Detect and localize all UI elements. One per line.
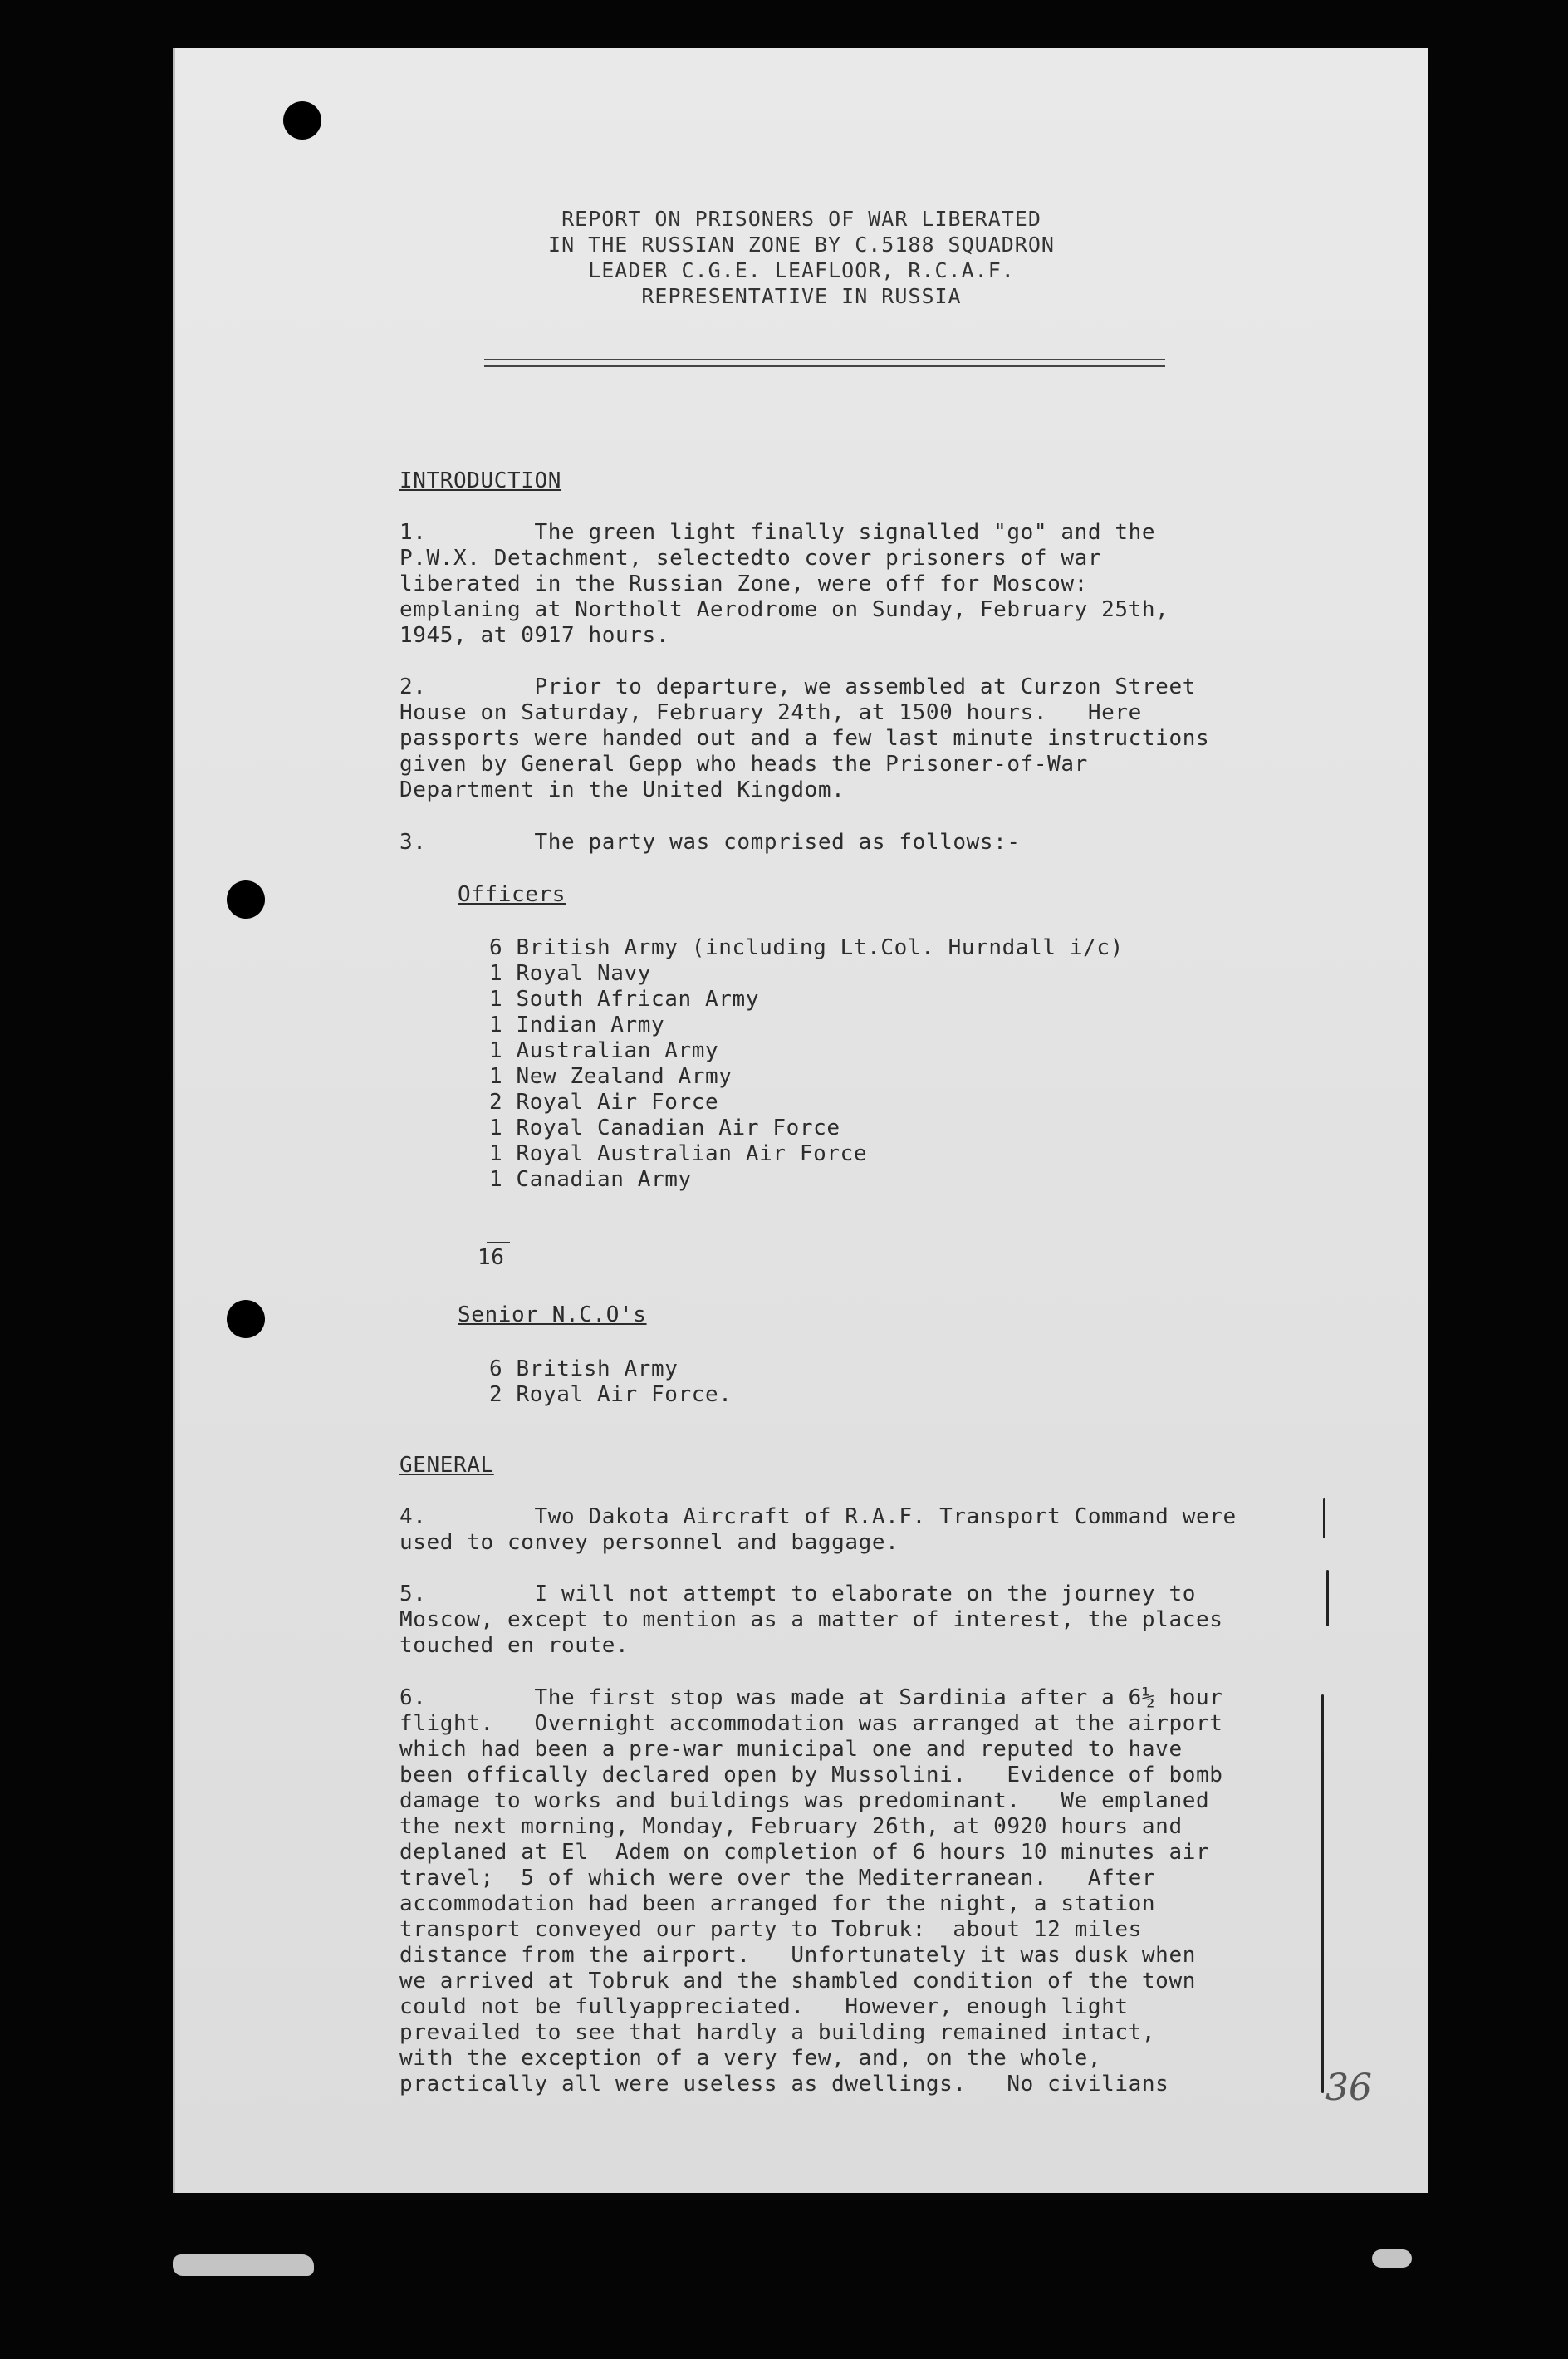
paper-scrap (1372, 2249, 1412, 2268)
officers-list-item: 2 Royal Air Force (489, 1090, 719, 1115)
para-6-line: which had been a pre-war municipal one and reputed to have (399, 1737, 1183, 1762)
para-2-line: 2. Prior to departure, we assembled at Curzon Street (399, 674, 1196, 699)
report-title-line-3: LEADER C.G.E. LEAFLOOR, R.C.A.F. (588, 258, 1015, 282)
nco-list-item: 2 Royal Air Force. (489, 1382, 733, 1407)
para-6-line: 6. The first stop was made at Sardinia after a 6½ hour (399, 1685, 1223, 1710)
title-rule-1 (484, 359, 1165, 360)
officers-heading: Officers (458, 882, 566, 907)
para-4-line: 4. Two Dakota Aircraft of R.A.F. Transport Command were (399, 1504, 1237, 1529)
para-2-line: given by General Gepp who heads the Prisoner-of-War (399, 752, 1088, 777)
para-5-line: Moscow, except to mention as a matter of interest, the places (399, 1607, 1223, 1632)
punch-hole-middle (227, 880, 265, 919)
para-1-line: P.W.X. Detachment, selectedto cover prisoners of war (399, 546, 1102, 571)
introduction-heading: INTRODUCTION (399, 468, 562, 493)
para-2-line: House on Saturday, February 24th, at 1500 hours. Here (399, 700, 1142, 725)
para-2-line: passports were handed out and a few last minute instructions (399, 726, 1210, 751)
officers-list-item: 1 New Zealand Army (489, 1064, 733, 1089)
title-rule-2 (484, 365, 1165, 367)
officers-list-item: 1 Indian Army (489, 1013, 665, 1037)
punch-hole-bottom (227, 1300, 265, 1338)
para-2-line: Department in the United Kingdom. (399, 777, 845, 802)
general-heading: GENERAL (399, 1453, 494, 1478)
para-6-line: practically all were useless as dwellings. No civilians (399, 2072, 1169, 2097)
para-6-line: distance from the airport. Unfortunately it was dusk when (399, 1943, 1196, 1968)
para-6-line: been offically declared open by Mussolini. Evidence of bomb (399, 1763, 1223, 1788)
para-3-line: 3. The party was comprised as follows:- (399, 830, 1021, 855)
para-4-line: used to convey personnel and baggage. (399, 1530, 899, 1555)
margin-mark-para-6 (1321, 1694, 1324, 2093)
handwritten-page-number: 36 (1325, 2067, 1372, 2109)
para-5-line: 5. I will not attempt to elaborate on the journey to (399, 1582, 1196, 1606)
para-6-line: damage to works and buildings was predominant. We emplaned (399, 1788, 1210, 1813)
para-6-line: flight. Overnight accommodation was arranged at the airport (399, 1711, 1223, 1736)
officers-list-item: 1 Australian Army (489, 1038, 719, 1063)
officers-list-item: 6 British Army (including Lt.Col. Hurndall i/c) (489, 935, 1124, 960)
para-6-line: the next morning, Monday, February 26th, at 0920 hours and (399, 1814, 1183, 1839)
report-title-line-4: REPRESENTATIVE IN RUSSIA (641, 284, 962, 308)
para-1-line: liberated in the Russian Zone, were off for Moscow: (399, 571, 1088, 596)
para-6-line: travel; 5 of which were over the Mediterranean. After (399, 1866, 1156, 1891)
para-1-line: emplaning at Northolt Aerodrome on Sunday, February 25th, (399, 597, 1169, 622)
para-6-line: deplaned at El Adem on completion of 6 hours 10 minutes air (399, 1840, 1210, 1865)
para-6-line: prevailed to see that hardly a building remained intact, (399, 2020, 1156, 2045)
officers-list-item: 1 Royal Australian Air Force (489, 1141, 868, 1166)
nco-heading: Senior N.C.O's (458, 1302, 647, 1327)
para-1-line: 1945, at 0917 hours. (399, 623, 670, 648)
para-6-line: accommodation had been arranged for the night, a station (399, 1891, 1156, 1916)
para-1-line: 1. The green light finally signalled "go" and the (399, 520, 1156, 545)
para-6-line: could not be fullyappreciated. However, enough light (399, 1994, 1129, 2019)
punch-hole-top (283, 101, 321, 140)
officers-list-item: 1 South African Army (489, 987, 760, 1012)
officers-list-item: 1 Royal Navy (489, 961, 652, 986)
officers-list-item: 1 Canadian Army (489, 1167, 692, 1192)
report-title-line-1: REPORT ON PRISONERS OF WAR LIBERATED (561, 207, 1041, 231)
report-title-line-2: IN THE RUSSIAN ZONE BY C.5188 SQUADRON (548, 233, 1055, 257)
para-5-line: touched en route. (399, 1633, 630, 1658)
margin-mark-para-4 (1323, 1498, 1325, 1538)
para-6-line: transport conveyed our party to Tobruk: about 12 miles (399, 1917, 1142, 1942)
para-6-line: we arrived at Tobruk and the shambled condition of the town (399, 1969, 1196, 1994)
nco-list-item: 6 British Army (489, 1356, 679, 1381)
officers-total: 16 (478, 1245, 505, 1270)
officers-total-rule (487, 1242, 510, 1243)
margin-mark-para-5 (1326, 1570, 1329, 1626)
para-6-line: with the exception of a very few, and, on the whole, (399, 2046, 1102, 2071)
paper-scrap (173, 2254, 314, 2276)
officers-list-item: 1 Royal Canadian Air Force (489, 1116, 840, 1140)
document-page (173, 48, 1428, 2193)
